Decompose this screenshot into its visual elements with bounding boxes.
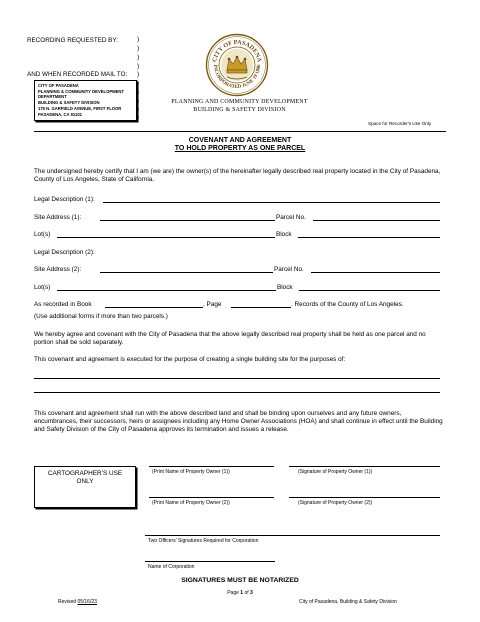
covenant-paragraph: We hereby agree and covenant with the City of Pasadena that the above legally described real property shall be held as one parcel and no portion shall be sold separately. (34, 331, 426, 346)
run-with-land-paragraph: This covenant and agreement shall run with the above described land and shall be binding upon ourselves and any future owners, encumbrances, their successors, heirs or assignees including any Home Owner Associations (HOA) and shall continue in effect until the Building and Safety Division of the City of Pasadena approves its termination and issues a release. (34, 410, 443, 433)
officers-signature-caption: Two Officers' Signatures Required for Corporation (148, 538, 259, 544)
purpose-line-2[interactable] (34, 392, 440, 393)
address-line: BUILDING & SAFETY DIVISION (38, 100, 100, 106)
header-divider (34, 131, 446, 132)
corporation-name-caption: Name of Corporation (148, 564, 195, 570)
page-of: of (243, 590, 251, 596)
page-prefix: Page (227, 590, 241, 596)
bracket-6: ) (137, 80, 140, 87)
page-field[interactable] (231, 307, 291, 308)
bracket-4: ) (137, 63, 140, 70)
intro-paragraph: The undersigned hereby certify that I am (we are) the owner(s) of the hereinafter legally described real property located in the City of Pasadena, County of Los Angeles, State of California. (34, 168, 441, 183)
print-name-2-caption: (Print Name of Property Owner (2)) (152, 500, 230, 506)
recorder-use-note: Space for Recorder's Use Only (368, 121, 432, 126)
parcel-no-2-field[interactable] (311, 272, 440, 273)
revised-date (58, 599, 97, 605)
legal-description-1-field[interactable] (103, 202, 440, 203)
revised-prefix: Revised (58, 599, 78, 605)
bracket-3: ) (137, 54, 140, 61)
block-1-label: Block (276, 231, 292, 238)
cartographer-label: CARTOGRAPHER’S USE (47, 470, 123, 477)
bracket-5: ) (137, 71, 140, 78)
block-1-field[interactable] (298, 237, 440, 238)
print-name-1-caption: (Print Name of Property Owner (1)) (152, 469, 230, 475)
notarized-notice: SIGNATURES MUST BE NOTARIZED (181, 577, 299, 584)
lot-2-field[interactable] (57, 290, 276, 291)
cartographer-label-2: ONLY (76, 478, 94, 485)
additional-forms-note: (Use additional forms if more than two parcels.) (34, 313, 168, 320)
bracket-8: ) (137, 98, 140, 105)
book-field[interactable] (105, 307, 203, 308)
bracket-9: ) (137, 106, 140, 113)
legal-description-1-label: Legal Description (1): (34, 196, 95, 203)
records-label: . Records of the County of Los Angeles. (291, 301, 404, 308)
mail-address-box (34, 80, 140, 121)
title-line-2: TO HOLD PROPERTY AS ONE PARCEL (174, 145, 306, 153)
title-line-1: COVENANT AND AGREEMENT (188, 137, 292, 144)
purpose-paragraph: This covenant and agreement is executed for the purpose of creating a single building site for the purposes of: (34, 356, 346, 363)
recorded-in-book-label: As recorded in Book (34, 301, 92, 308)
page-number (0, 590, 480, 596)
signature-2-caption: (Signature of Property Owner (2)) (298, 500, 373, 506)
address-line: CITY OF PASADENA (38, 83, 79, 88)
parcel-no-2-label: Parcel No. (274, 266, 304, 273)
page-current: 1 (240, 590, 244, 596)
block-2-field[interactable] (299, 290, 440, 291)
print-name-1-field[interactable] (149, 466, 274, 467)
signature-1-field[interactable] (289, 466, 440, 467)
page-label: , Page (203, 301, 222, 308)
bracket-2: ) (137, 45, 140, 52)
lot-1-label: Lot(s) (34, 231, 51, 238)
document-title (0, 137, 480, 153)
city-seal-icon (205, 33, 269, 97)
bracket-10: ) (137, 114, 140, 121)
revised-date-value: 05/16/23 (77, 599, 97, 605)
legal-description-2-label: Legal Description (2): (34, 249, 95, 256)
lot-1-field[interactable] (57, 237, 275, 238)
mail-to-label: AND WHEN RECORDED MAIL TO: (27, 71, 128, 78)
seal-top-text: CITY OF PASADENA (211, 38, 263, 63)
site-address-1-field[interactable] (100, 220, 275, 221)
site-address-2-field[interactable] (100, 272, 273, 273)
signature-2-field[interactable] (289, 497, 440, 498)
division-name: BUILDING & SAFETY DIVISION (193, 107, 286, 113)
lot-2-label: Lot(s) (34, 284, 51, 291)
site-address-2-label: Site Address (2): (34, 266, 82, 273)
address-line: DEPARTMENT (38, 94, 67, 100)
officers-signature-field[interactable] (145, 535, 440, 536)
bracket-1: ) (137, 36, 140, 43)
page-total: 3 (250, 590, 253, 596)
site-address-1-label: Site Address (1): (34, 214, 82, 221)
seal-bottom-text: INCORPORATED JUNE 19 1886 (211, 64, 263, 91)
block-2-label: Block (277, 284, 293, 291)
signature-1-caption: (Signature of Property Owner (1)) (298, 469, 373, 475)
footer-division: City of Pasadena, Building & Safety Division (299, 599, 397, 605)
address-line: 175 N. GARFIELD AVENUE, FIRST FLOOR (38, 105, 122, 111)
department-name: PLANNING AND COMMUNITY DEVELOPMENT (171, 99, 308, 105)
purpose-line-1[interactable] (34, 378, 440, 379)
address-line: PLANNING & COMMUNITY DEVELOPMENT (38, 88, 125, 94)
bracket-7: ) (137, 89, 140, 96)
print-name-2-field[interactable] (149, 497, 274, 498)
recording-requested-label: RECORDING REQUESTED BY: (27, 37, 118, 44)
parcel-no-1-field[interactable] (313, 220, 440, 221)
cartographer-box (34, 466, 136, 508)
parcel-no-1-label: Parcel No. (276, 214, 306, 221)
corporation-name-field[interactable] (145, 561, 275, 562)
address-line: PASADENA, CA 91101 (38, 111, 82, 117)
